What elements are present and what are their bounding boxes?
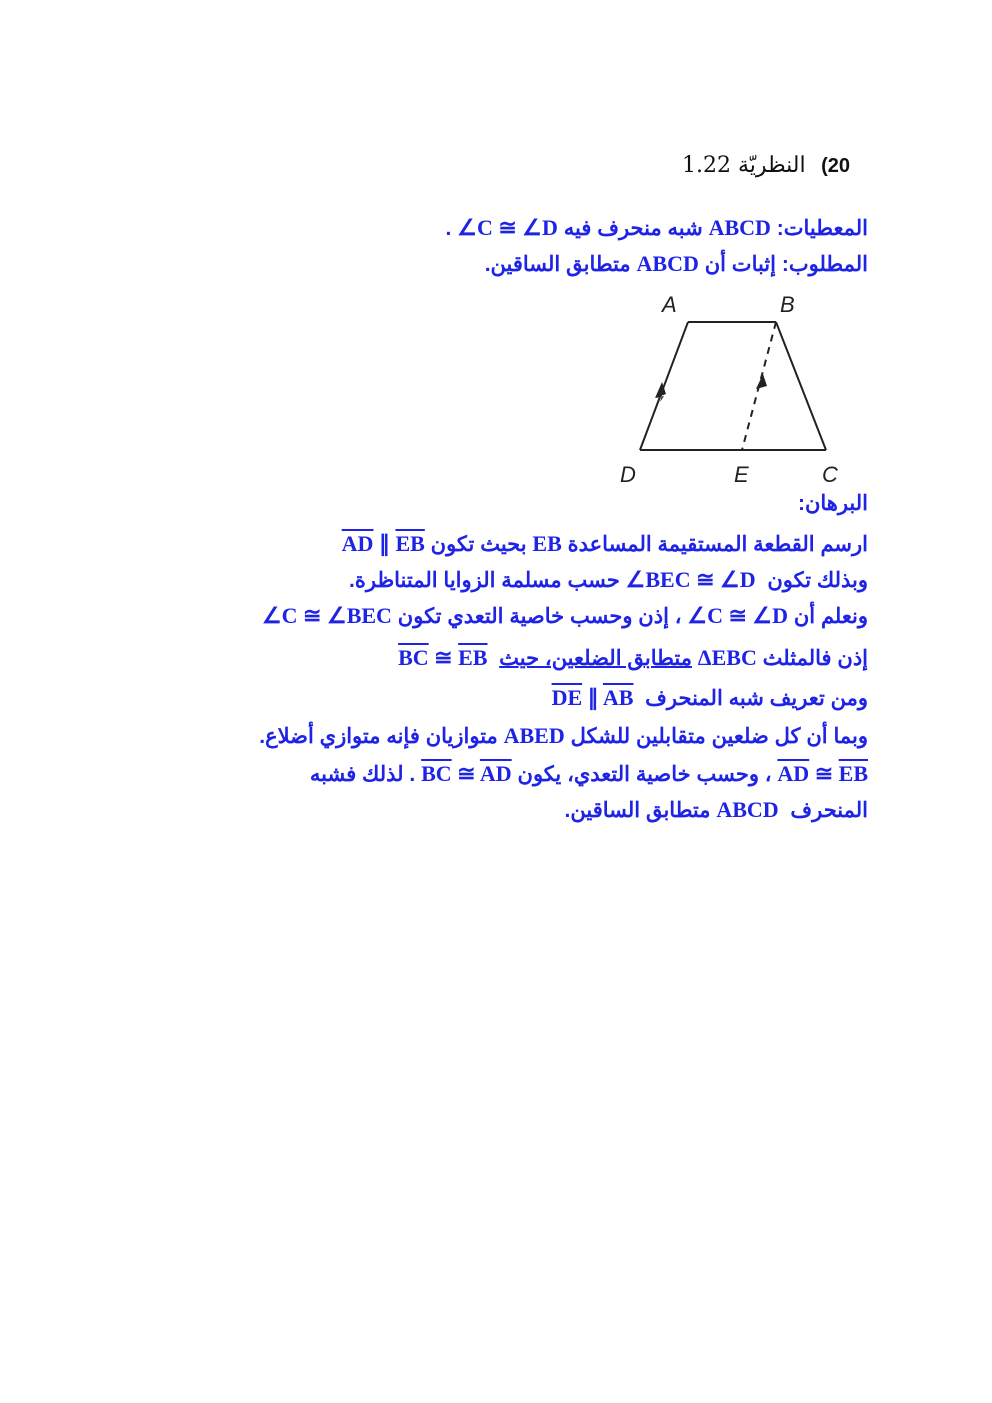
given-math: ∠C ≅ ∠D — [457, 215, 558, 240]
seg-AB: $\overline{AB}$ — [602, 685, 634, 710]
proof-line-5 — [552, 684, 868, 713]
parallel-symbol: ∥ — [378, 531, 390, 556]
proof-line-3-text: ونعلم أن — [793, 605, 868, 628]
required-text1: إثبات أن — [704, 253, 776, 276]
required-text2: متطابق الساقين. — [484, 253, 631, 276]
proof-line-2-math: ∠BEC ≅ ∠D — [625, 567, 756, 592]
proof-line-1-seg: EB — [532, 531, 562, 556]
theorem-title: النظريّة 1.22 — [682, 153, 806, 178]
proof-line-2-text2: حسب مسلمة الزوايا المتناظرة. — [349, 569, 620, 592]
proof-line-8-text: المنحرف — [790, 799, 868, 822]
label-D: D — [620, 462, 636, 487]
triangle-EBC: ΔEBC — [697, 645, 757, 670]
proof-line-3 — [262, 602, 868, 631]
given-line — [446, 214, 868, 243]
required-line — [485, 250, 868, 279]
proof-line-5-text: ومن تعريف شبه المنحرف — [645, 687, 868, 710]
problem-number: 20) — [821, 155, 850, 177]
proof-line-8 — [565, 796, 868, 825]
seg-AD: $\overline{AD}$ — [777, 761, 810, 786]
label-A: A — [662, 292, 677, 317]
seg-BC: $\overline{BC}$ — [421, 761, 452, 786]
label-E: E — [734, 462, 749, 487]
seg-BC: $\overline{BC}$ — [398, 645, 429, 670]
proof-line-6-text2: متوازيان فإنه متوازي أضلاع. — [259, 725, 498, 748]
proof-line-8-shape: ABCD — [716, 797, 779, 822]
proof-line-8-text2: متطابق الساقين. — [564, 799, 711, 822]
segment-BC — [776, 322, 826, 450]
proof-line-3-text2: ، إذن وحسب خاصية التعدي تكون — [397, 605, 682, 628]
trapezoid-figure — [600, 290, 860, 490]
proof-line-4-text: إذن فالمثلث — [762, 647, 868, 670]
seg-EB: $\overline{EB}$ — [395, 531, 425, 556]
proof-line-6-text: وبما أن كل ضلعين متقابلين للشكل — [570, 725, 868, 748]
proof-line-4-math — [398, 644, 487, 672]
proof-line-7 — [310, 760, 868, 789]
proof-line-3-math: ∠C ≅ ∠D — [687, 603, 789, 628]
congruent-symbol: ≅ — [814, 761, 834, 786]
theorem-header — [682, 152, 850, 178]
given-text: شبه منحرف فيه — [563, 217, 703, 240]
proof-line-6 — [259, 722, 868, 751]
proof-line-6-shape: ABED — [503, 723, 565, 748]
given-shape: ABCD — [708, 215, 771, 240]
given-label: المعطيات: — [776, 217, 868, 240]
proof-line-1-text2: بحيث تكون — [430, 533, 527, 556]
seg-AD: $\overline{AD}$ — [479, 761, 512, 786]
proof-line-3-math2: ∠C ≅ ∠BEC — [261, 603, 392, 628]
proof-line-5-math — [552, 684, 634, 712]
proof-line-7-math1 — [777, 760, 868, 788]
seg-EB: $\overline{EB}$ — [458, 645, 488, 670]
proof-line-1-text: ارسم القطعة المستقيمة المساعدة — [567, 533, 868, 556]
parallel-symbol: ∥ — [587, 685, 599, 710]
proof-line-2 — [349, 566, 868, 595]
proof-line-7-math2 — [421, 760, 512, 788]
label-B: B — [780, 292, 795, 317]
required-shape: ABCD — [636, 251, 699, 276]
proof-line-1 — [342, 530, 868, 559]
proof-line-4 — [398, 644, 868, 673]
proof-line-7-text: ، وحسب خاصية التعدي، يكون — [517, 763, 772, 786]
proof-line-2-text: وبذلك تكون — [767, 569, 868, 592]
seg-AD: $\overline{AD}$ — [341, 531, 374, 556]
proof-line-4-text2: متطابق الضلعين، حيث — [499, 647, 692, 670]
proof-line-7-text2: . لذلك فشبه — [309, 763, 416, 786]
congruent-symbol: ≅ — [434, 645, 453, 670]
seg-DE: $\overline{DE}$ — [551, 685, 583, 710]
congruent-symbol: ≅ — [457, 761, 476, 786]
seg-EB: $\overline{EB}$ — [838, 761, 868, 786]
proof-line-1-math — [342, 530, 425, 558]
required-label: المطلوب: — [781, 253, 868, 276]
proof-heading: البرهان: — [797, 492, 868, 515]
label-C: C — [822, 462, 838, 487]
given-end: . — [445, 217, 452, 240]
